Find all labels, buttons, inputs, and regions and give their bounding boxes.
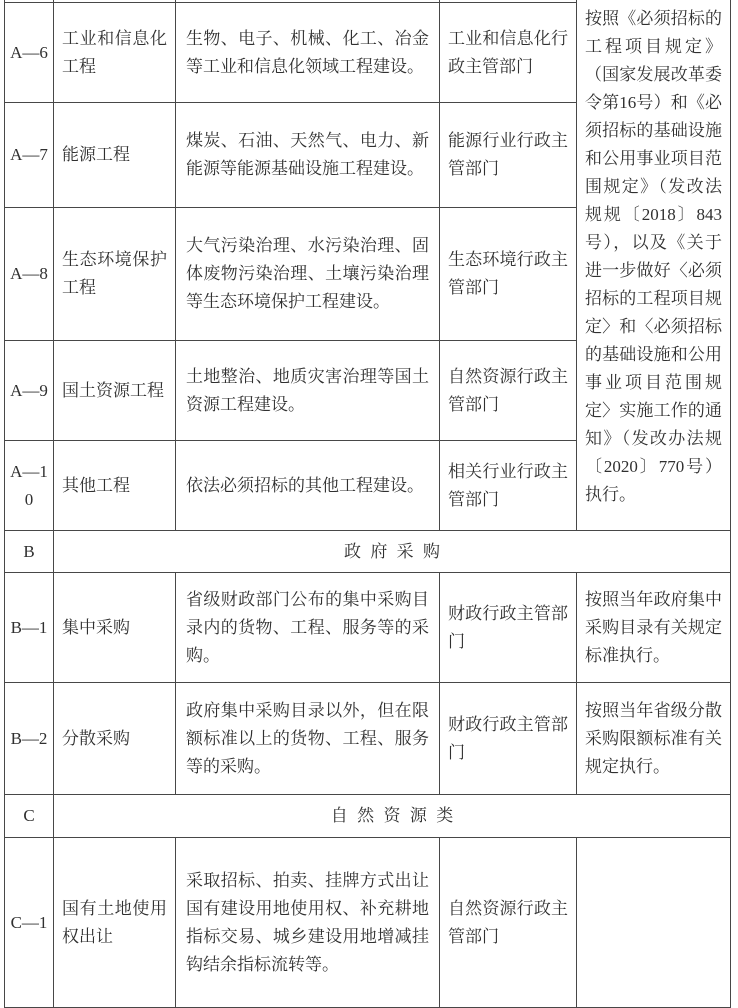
section-code: B bbox=[5, 531, 54, 573]
category-name: 生态环境保护工程 bbox=[54, 208, 176, 341]
category-department: 自然资源行政主管部门 bbox=[440, 838, 577, 1008]
category-note: 按照当年省级分散采购限额标准有关规定执行。 bbox=[577, 683, 731, 795]
table-page bbox=[4, 0, 731, 1008]
row-code: B—2 bbox=[5, 683, 54, 795]
category-description: 依法必须招标的其他工程建设。 bbox=[176, 441, 440, 531]
category-name: 能源工程 bbox=[54, 103, 176, 208]
category-department: 相关行业行政主管部门 bbox=[440, 441, 577, 531]
category-description: 采取招标、拍卖、挂牌方式出让国有建设用地使用权、补充耕地指标交易、城乡建设用地增减挂钩结余指标流转等。 bbox=[176, 838, 440, 1008]
row-code: A—9 bbox=[5, 341, 54, 441]
category-description: 煤炭、石油、天然气、电力、新能源等能源基础设施工程建设。 bbox=[176, 103, 440, 208]
category-department: 能源行业行政主管部门 bbox=[440, 103, 577, 208]
category-description: 大气污染治理、水污染治理、固体废物污染治理、土壤污染治理等生态环境保护工程建设。 bbox=[176, 208, 440, 341]
table-section-row bbox=[5, 531, 731, 573]
section-a-note-cell: 按照《必须招标的工程项目规定》（国家发展改革委令第16号）和《必须招标的基础设施和公用事业项目范围规定》（发改法规规〔2018〕843号），以及《关于进一步做好〈必须招标的工程项目规定〉和〈必须招标的基础设施和公用事业项目范围规定〉实施工作的通知》（发改办法规〔2020〕770号）执行。 bbox=[577, 0, 731, 531]
section-code: C bbox=[5, 795, 54, 838]
category-note bbox=[577, 838, 731, 1008]
category-description: 政府集中采购目录以外，但在限额标准以上的货物、工程、服务等的采购。 bbox=[176, 683, 440, 795]
category-note: 按照当年政府集中采购目录有关规定标准执行。 bbox=[577, 573, 731, 683]
row-code: A—7 bbox=[5, 103, 54, 208]
section-title: 自然资源类 bbox=[54, 795, 731, 838]
category-description: 土地整治、地质灾害治理等国土资源工程建设。 bbox=[176, 341, 440, 441]
row-code: A—6 bbox=[5, 3, 54, 103]
table-row bbox=[5, 683, 731, 795]
category-description: 省级财政部门公布的集中采购目录内的货物、工程、服务等的采购。 bbox=[176, 573, 440, 683]
category-department: 自然资源行政主管部门 bbox=[440, 341, 577, 441]
category-name: 国有土地使用权出让 bbox=[54, 838, 176, 1008]
table-section-row bbox=[5, 795, 731, 838]
category-description: 生物、电子、机械、化工、冶金等工业和信息化领域工程建设。 bbox=[176, 3, 440, 103]
section-title: 政府采购 bbox=[54, 531, 731, 573]
row-code: B—1 bbox=[5, 573, 54, 683]
category-name: 其他工程 bbox=[54, 441, 176, 531]
row-code: A—8 bbox=[5, 208, 54, 341]
category-name: 工业和信息化工程 bbox=[54, 3, 176, 103]
row-code: A—10 bbox=[5, 441, 54, 531]
category-department: 生态环境行政主管部门 bbox=[440, 208, 577, 341]
category-department: 工业和信息化行政主管部门 bbox=[440, 3, 577, 103]
row-code: C—1 bbox=[5, 838, 54, 1008]
table-row bbox=[5, 573, 731, 683]
category-name: 国土资源工程 bbox=[54, 341, 176, 441]
table-row bbox=[5, 838, 731, 1008]
procurement-category-table bbox=[4, 0, 731, 1008]
category-name: 分散采购 bbox=[54, 683, 176, 795]
category-department: 财政行政主管部门 bbox=[440, 573, 577, 683]
category-department: 财政行政主管部门 bbox=[440, 683, 577, 795]
category-name: 集中采购 bbox=[54, 573, 176, 683]
